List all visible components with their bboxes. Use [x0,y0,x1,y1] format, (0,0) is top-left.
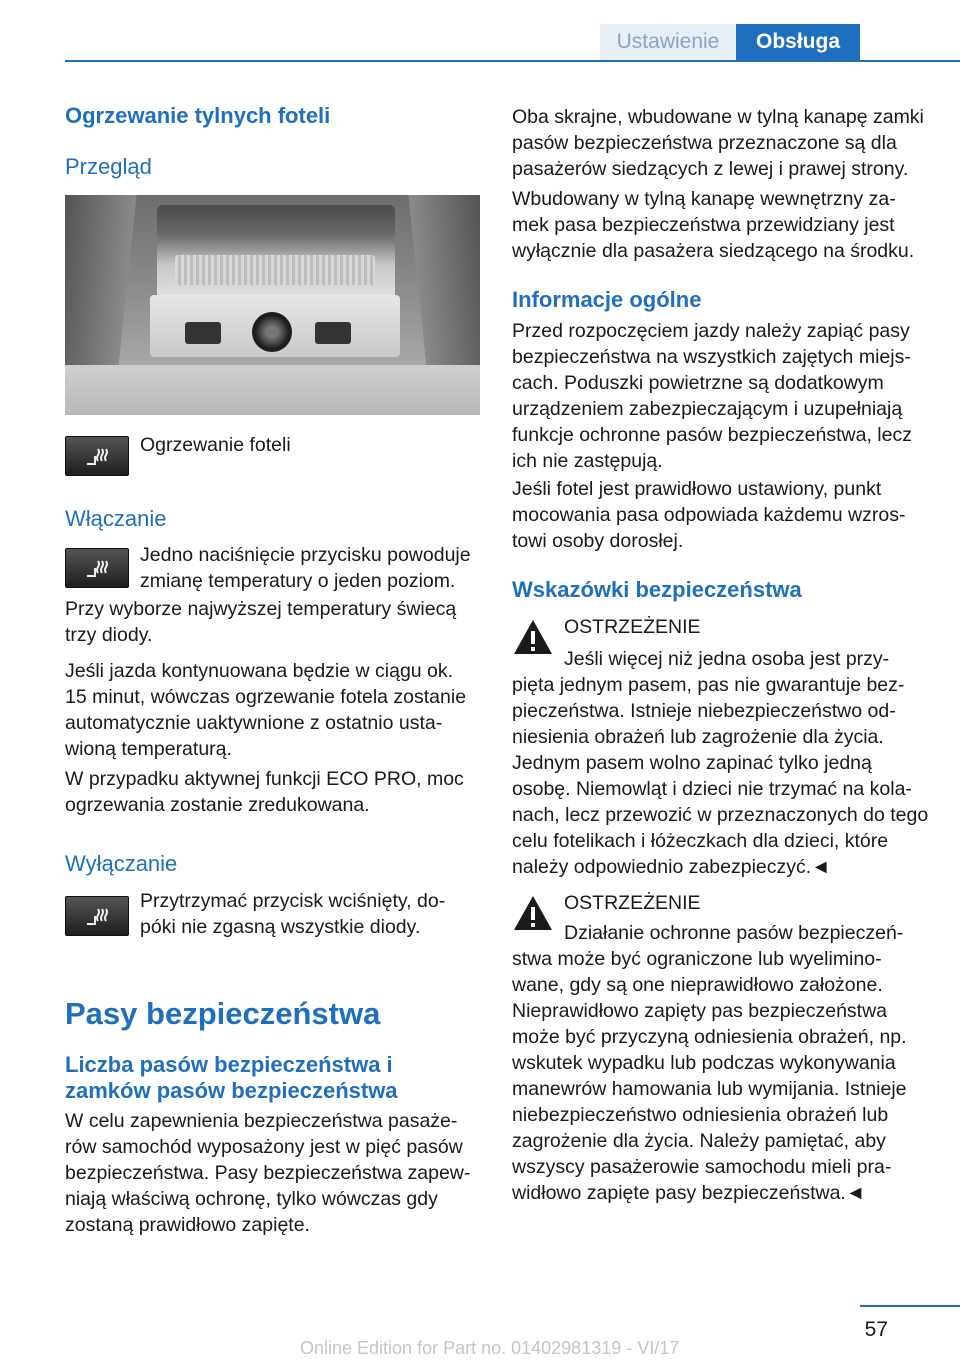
paragraph: Jeśli jazda kontynuowana będzie w ciągu ok. 15 minut, wówczas ogrzewanie fotela zostanie automatycznie uaktywnione z ostatnio usta‐ wioną temperaturą. [65,660,467,760]
paragraph: Przy wyborze najwyższej temperatury świecą trzy diody. [65,598,457,646]
tab-ustawienie[interactable]: Ustawienie [600,24,736,60]
warning-title: OSTRZEŻENIE [564,892,701,914]
paragraph: Oba skrajne, wbudowane w tylną kanapę zamki pasów bezpieczeństwa przeznaczone są dla pasażerów siedzących z lewej i prawej strony. [512,106,924,180]
rear-seat-heating-photo [65,195,480,415]
edition-footer: Online Edition for Part no. 01402981319 - VI/17 [300,1338,680,1358]
paragraph: Przed rozpoczęciem jazdy należy zapiąć pasy bezpieczeństwa na wszystkich zajętych miejs‐ cach. Poduszki powietrzne są dodatkowym urządzeniem zabezpieczającym i uzupełniają funkcje ochronne pasów bezpieczeństwa, lecz ich nie zastępują. [512,320,912,472]
warning-title: OSTRZEŻENIE [564,616,701,638]
section-title: Ogrzewanie tylnych foteli [65,103,331,128]
warning-text: Jeśli więcej niż jedna osoba jest przy‐ pięta jednym pasem, pas nie gwarantuje bez‐ pieczeństwa. Istnieje niebezpieczeństwo od‐ niesienia obrażeń lub zagrożenie dla życia. Jednym pasem wolno zapinać tylko jedną osobę. Niemowląt i dzieci nie trzymać na kola‐ nach, lecz przewozić w przeznaczonych do tego celu fotelikach i łóżeczkach dla dzieci, które należy odpowiednio zabezpieczyć.◄ [512,648,929,878]
overview-heading: Przegląd [65,154,152,179]
paragraph: Jeśli fotel jest prawidłowo ustawiony, punkt mocowania pasa odpowiada każdemu wzros‐ towi osoby dorosłej. [512,478,906,552]
header-rule [65,60,960,62]
paragraph: Wbudowany w tylną kanapę wewnętrzny za‐ mek pasa bezpieczeństwa przewidziany jest wyłącznie dla pasażera siedzącego na środku. [512,188,915,262]
seat-heating-icon [65,436,129,476]
general-info-heading: Informacje ogólne [512,287,702,312]
switch-on-text: Jedno naciśnięcie przycisku powoduje zmianę temperatury o jeden poziom. [140,544,471,592]
page-number: 57 [864,1318,888,1341]
switch-on-heading: Włączanie [65,506,167,531]
safety-tips-heading: Wskazówki bezpieczeństwa [512,577,802,602]
seat-heating-icon [65,896,129,936]
seat-belts-heading: Pasy bezpieczeństwa [65,996,381,1031]
belt-count-heading: Liczba pasów bezpieczeństwa i zamków pasów bezpieczeństwa [65,1052,398,1103]
switch-off-text: Przytrzymać przycisk wciśnięty, do‐ póki nie zgasną wszystkie diody. [140,890,446,938]
footer-rule [860,1305,960,1307]
tab-obsluga[interactable]: Obsługa [736,24,860,60]
paragraph: W przypadku aktywnej funkcji ECO PRO, moc ogrzewania zostanie zredukowana. [65,768,464,816]
switch-off-heading: Wyłączanie [65,851,178,876]
paragraph: W celu zapewnienia bezpieczeństwa pasaże‐ rów samochód wyposażony jest w pięć pasów bezpieczeństwa. Pasy bezpieczeństwa zapew‐ niają właściwą ochronę, tylko wówczas gdy zostaną prawidłowo zapięte. [65,1110,471,1236]
warning-text: Działanie ochronne pasów bezpieczeń‐ stwa może być ograniczone lub wyelimino‐ wane, gdy są one nieprawidłowo założone. Nieprawidłowo zapięty pas bezpieczeństwa może być przyczyną odniesienia obrażeń, np. wskutek wypadku lub podczas wykonywania manewrów hamowania lub wymijania. Istnieje niebezpieczeństwo odniesienia obrażeń lub zagrożenie dla życia. Należy pamiętać, aby wszyscy pasażerowie samochodu mieli pra‐ widłowo zapięte pasy bezpieczeństwa.◄ [512,922,907,1204]
seat-heating-icon [65,548,129,588]
icon-caption: Ogrzewanie foteli [140,434,291,456]
